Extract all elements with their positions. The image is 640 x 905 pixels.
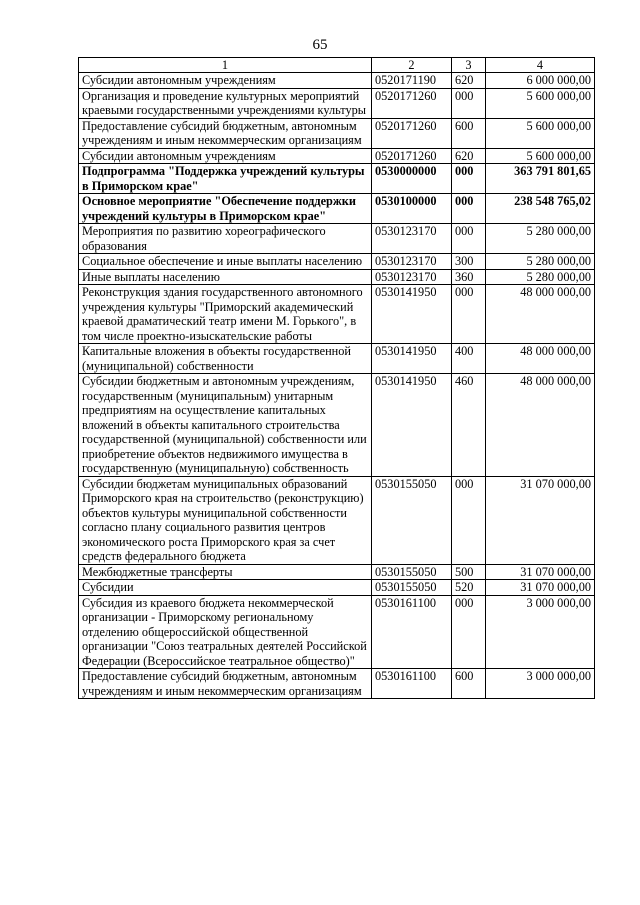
table-row xyxy=(79,580,595,596)
row-code-cell: 0530000000 xyxy=(372,164,452,194)
header-col-3: 3 xyxy=(452,58,486,73)
row-amount-cell: 5 280 000,00 xyxy=(486,254,595,270)
row-amount-cell: 6 000 000,00 xyxy=(486,73,595,89)
row-kind-cell: 000 xyxy=(452,224,486,254)
table-row xyxy=(79,344,595,374)
row-kind-cell: 360 xyxy=(452,269,486,285)
row-amount-cell: 3 000 000,00 xyxy=(486,669,595,699)
row-kind-cell: 000 xyxy=(452,194,486,224)
row-name-cell: Иные выплаты населению xyxy=(79,269,372,285)
row-amount-cell: 5 280 000,00 xyxy=(486,224,595,254)
row-amount-cell: 363 791 801,65 xyxy=(486,164,595,194)
table-row xyxy=(79,194,595,224)
row-kind-cell: 300 xyxy=(452,254,486,270)
row-name-cell: Реконструкция здания государственного автономного учреждения культуры "Приморский академический краевой драматический театр имени М. Горького", в том числе проектно-изыскательские работы xyxy=(79,285,372,344)
row-code-cell: 0530161100 xyxy=(372,669,452,699)
table-row xyxy=(79,595,595,669)
row-kind-cell: 000 xyxy=(452,285,486,344)
page-number: 65 xyxy=(312,37,328,53)
row-name-cell: Субсидии автономным учреждениям xyxy=(79,148,372,164)
row-code-cell: 0530123170 xyxy=(372,254,452,270)
header-col-4: 4 xyxy=(486,58,595,73)
row-kind-cell: 460 xyxy=(452,374,486,477)
table-row xyxy=(79,164,595,194)
row-amount-cell: 5 600 000,00 xyxy=(486,148,595,164)
row-kind-cell: 000 xyxy=(452,595,486,669)
row-amount-cell: 31 070 000,00 xyxy=(486,564,595,580)
row-name-cell: Подпрограмма "Поддержка учреждений культуры в Приморском крае" xyxy=(79,164,372,194)
table-row xyxy=(79,564,595,580)
row-code-cell: 0520171260 xyxy=(372,118,452,148)
table-row xyxy=(79,118,595,148)
row-amount-cell: 48 000 000,00 xyxy=(486,344,595,374)
table-row xyxy=(79,224,595,254)
row-kind-cell: 600 xyxy=(452,669,486,699)
row-kind-cell: 000 xyxy=(452,476,486,564)
header-col-1: 1 xyxy=(79,58,372,73)
row-code-cell: 0530141950 xyxy=(372,374,452,477)
row-kind-cell: 000 xyxy=(452,164,486,194)
row-name-cell: Субсидии автономным учреждениям xyxy=(79,73,372,89)
row-name-cell: Межбюджетные трансферты xyxy=(79,564,372,580)
row-code-cell: 0530100000 xyxy=(372,194,452,224)
row-amount-cell: 48 000 000,00 xyxy=(486,374,595,477)
table-body xyxy=(79,73,595,699)
header-col-2: 2 xyxy=(372,58,452,73)
row-kind-cell: 500 xyxy=(452,564,486,580)
table-row xyxy=(79,254,595,270)
row-kind-cell: 600 xyxy=(452,118,486,148)
row-name-cell: Мероприятия по развитию хореографического образования xyxy=(79,224,372,254)
row-amount-cell: 31 070 000,00 xyxy=(486,476,595,564)
table-row xyxy=(79,88,595,118)
row-kind-cell: 400 xyxy=(452,344,486,374)
table-row xyxy=(79,285,595,344)
row-kind-cell: 520 xyxy=(452,580,486,596)
row-amount-cell: 238 548 765,02 xyxy=(486,194,595,224)
row-amount-cell: 3 000 000,00 xyxy=(486,595,595,669)
row-kind-cell: 620 xyxy=(452,148,486,164)
row-code-cell: 0530155050 xyxy=(372,580,452,596)
table-row xyxy=(79,374,595,477)
table-row xyxy=(79,73,595,89)
table-header-row xyxy=(79,58,595,73)
row-amount-cell: 48 000 000,00 xyxy=(486,285,595,344)
row-amount-cell: 5 600 000,00 xyxy=(486,118,595,148)
row-amount-cell: 5 280 000,00 xyxy=(486,269,595,285)
budget-table xyxy=(78,57,595,699)
row-name-cell: Основное мероприятие "Обеспечение поддержки учреждений культуры в Приморском крае" xyxy=(79,194,372,224)
row-amount-cell: 5 600 000,00 xyxy=(486,88,595,118)
row-name-cell: Социальное обеспечение и иные выплаты населению xyxy=(79,254,372,270)
row-code-cell: 0520171260 xyxy=(372,148,452,164)
row-name-cell: Предоставление субсидий бюджетным, автономным учреждениям и иным некоммерческим организациям xyxy=(79,118,372,148)
row-code-cell: 0530161100 xyxy=(372,595,452,669)
table-row xyxy=(79,148,595,164)
row-code-cell: 0530123170 xyxy=(372,224,452,254)
row-code-cell: 0530155050 xyxy=(372,564,452,580)
row-kind-cell: 620 xyxy=(452,73,486,89)
row-code-cell: 0530155050 xyxy=(372,476,452,564)
table-row xyxy=(79,669,595,699)
table-row xyxy=(79,476,595,564)
row-name-cell: Организация и проведение культурных мероприятий краевыми государственными учреждениями культуры xyxy=(79,88,372,118)
row-code-cell: 0530123170 xyxy=(372,269,452,285)
row-name-cell: Предоставление субсидий бюджетным, автономным учреждениям и иным некоммерческим организациям xyxy=(79,669,372,699)
row-name-cell: Субсидии бюджетным и автономным учреждениям, государственным (муниципальным) унитарным предприятиям на осуществление капитальных вложений в объекты капитального строительства государственной (муниципальной) собственности или приобретение объектов недвижимого имущества в государственную (муниципальную) собственность xyxy=(79,374,372,477)
row-code-cell: 0520171190 xyxy=(372,73,452,89)
row-name-cell: Субсидии xyxy=(79,580,372,596)
row-name-cell: Капитальные вложения в объекты государственной (муниципальной) собственности xyxy=(79,344,372,374)
row-amount-cell: 31 070 000,00 xyxy=(486,580,595,596)
row-code-cell: 0530141950 xyxy=(372,344,452,374)
row-name-cell: Субсидия из краевого бюджета некоммерческой организации - Приморскому региональному отделению общероссийской общественной организации "Союз театральных деятелей Российской Федерации (Всероссийское театральное общество)" xyxy=(79,595,372,669)
row-code-cell: 0520171260 xyxy=(372,88,452,118)
table-row xyxy=(79,269,595,285)
row-kind-cell: 000 xyxy=(452,88,486,118)
row-name-cell: Субсидии бюджетам муниципальных образований Приморского края на строительство (реконструкцию) объектов культуры муниципальной собственности согласно плану социального развития центров экономического роста Приморского края за счет средств федерального бюджета xyxy=(79,476,372,564)
row-code-cell: 0530141950 xyxy=(372,285,452,344)
